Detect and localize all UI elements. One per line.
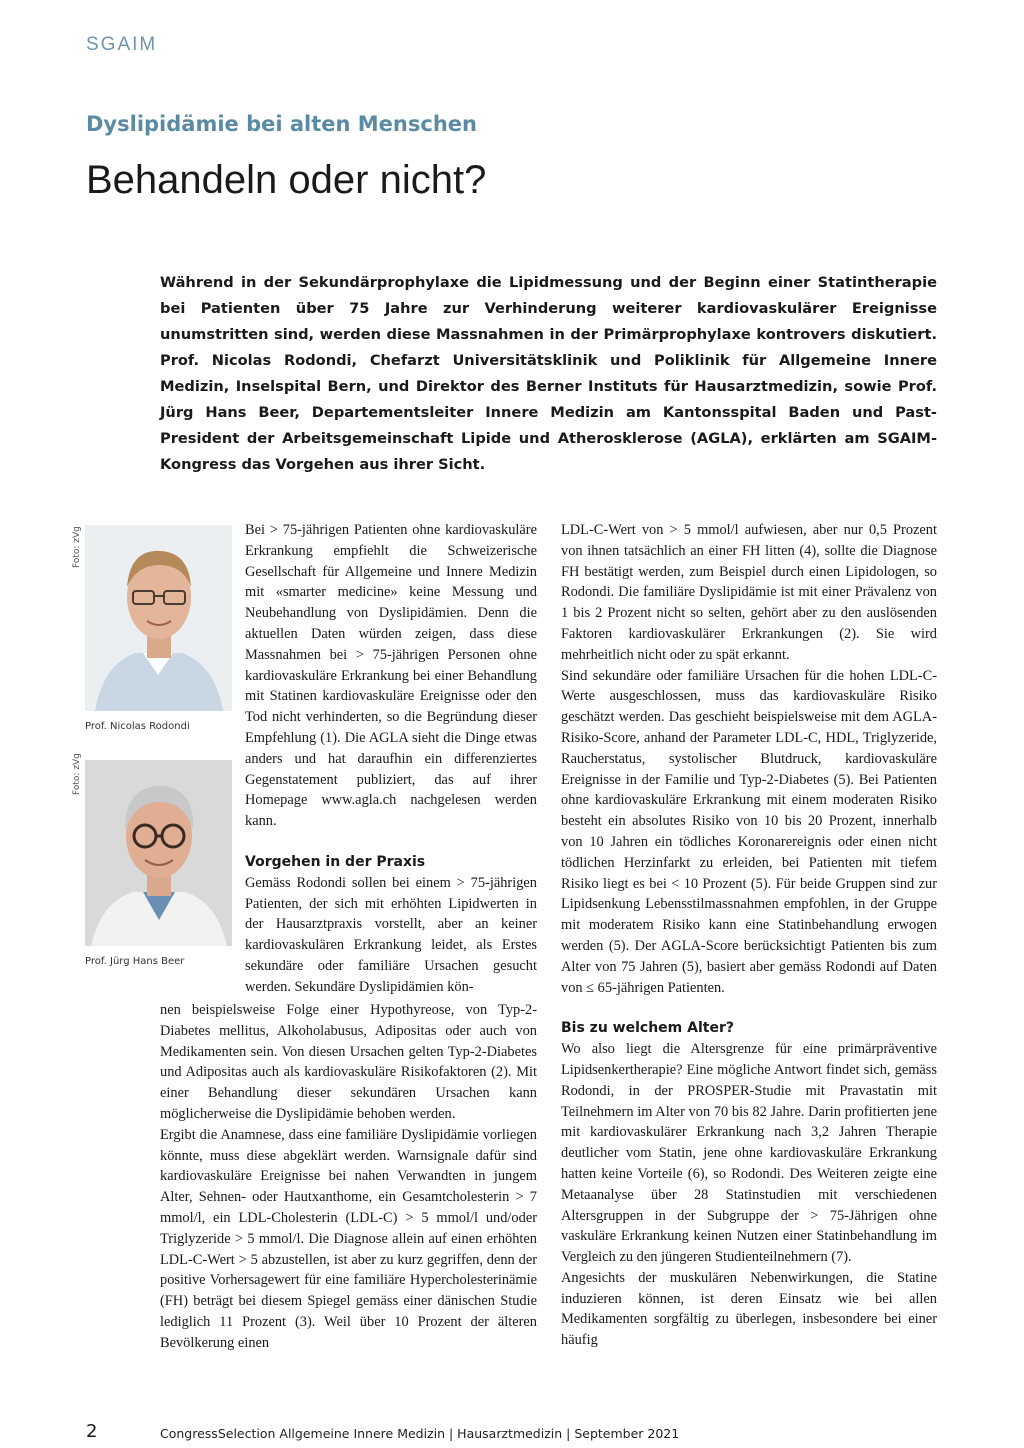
photo-caption: Prof. Nicolas Rodondi	[85, 721, 190, 732]
body-paragraph: Angesichts der muskulären Nebenwirkungen, die Statine induzieren können, ist deren Einsatz wie bei allen Medikamenten sorgfältig zu überlegen, insbesondere bei einer häufig	[561, 1269, 937, 1349]
photo-credit: Foto: zVg	[72, 753, 82, 795]
body-paragraph: LDL-C-Wert von > 5 mmol/l aufwiesen, aber nur 0,5 Prozent von ihnen tatsächlich an einer FH litten (4), sollte die Diagnose FH bestätigt werden, zum Beispiel durch einen Lipidologen, so Rodondi. Die familiäre Dyslipidämie ist mit einer Prävalenz von 1 bis 2 Prozent nicht so selten, gehört aber zu den auslösenden Faktoren kardiovaskulärer Erkrankungen (2). Sie wird mehrheitlich nicht oder zu spät erkannt.	[561, 522, 937, 663]
article-column-1-bottom	[160, 1000, 537, 1354]
article-column-2	[561, 520, 937, 1351]
body-paragraph: Bei > 75-jährigen Patienten ohne kardiovaskuläre Erkrankung empfiehlt die Schweizerische Gesellschaft für Allgemeine und Innere Medizin mit «smarter medicine» keine Messung und Neubehandlung von Dyslipidämien. Denn die aktuellen Daten würden zeigen, dass diese Massnahmen bei > 75-jährigen Personen ohne kardiovaskuläre Erkrankung bei einer Behandlung mit Statinen kardiovaskuläre Ereignisse oder den Tod nicht verhinderten, so die Begründung dieser Empfehlung (1). Die AGLA sieht die Dinge etwas anders und hat daraufhin ein differenziertes Gegenstatement publiziert, das auf ihrer Homepage www.agla.ch nachgelesen werden kann.	[245, 522, 537, 830]
section-heading: Vorgehen in der Praxis	[245, 853, 426, 870]
page-number: 2	[86, 1421, 98, 1442]
footer-text: CongressSelection Allgemeine Innere Medizin | Hausarztmedizin | September 2021	[160, 1426, 680, 1441]
article-kicker: Dyslipidämie bei alten Menschen	[86, 112, 477, 136]
section-label: SGAIM	[86, 34, 158, 55]
section-heading: Bis zu welchem Alter?	[561, 1020, 734, 1037]
article-column-1-top	[245, 520, 537, 998]
photo-credit: Foto: zVg	[72, 526, 82, 568]
portrait-photo-rodondi	[85, 525, 232, 711]
article-lead: Während in der Sekundärprophylaxe die Lipidmessung und der Beginn einer Statintherapie bei Patienten über 75 Jahre zur Verhinderung weiterer kardiovaskulärer Ereignisse unumstritten sind, werden diese Massnahmen in der Primärprophylaxe kontrovers diskutiert. Prof. Nicolas Rodondi, Chefarzt Universitätsklinik und Poliklinik für Allgemeine Innere Medizin, Inselspital Bern, und Direktor des Berner Instituts für Hausarztmedizin, sowie Prof. Jürg Hans Beer, Departementsleiter Innere Medizin am Kantonsspital Baden und Past-President der Arbeitsgemeinschaft Lipide und Atherosklerose (AGLA), erklärten am SGAIM-Kongress das Vorgehen aus ihrer Sicht.	[160, 274, 937, 473]
body-paragraph: Wo also liegt die Altersgrenze für eine primärpräventive Lipidsenkertherapie? Eine mögliche Antwort findet sich, gemäss Rodondi, in der PROSPER-Studie mit Pravastatin mit Teilnehmern im Alter von 70 bis 82 Jahre. Darin profitierten jene mit kardiovaskulärer Erkrankung nach 3,2 Jahren Therapie deutlicher vom Statin, jene ohne kardiovaskuläre Erkrankung hatten keine Vorteile (6), so Rodondi. Des Weiteren zeigte eine Metaanalyse über 28 Statinstudien mit verschiedenen Altersgruppen in der Subgruppe der > 75-Jährigen ohne vaskuläre Erkrankung keinen Nutzen einer Statinbehandlung im Vergleich zu den jüngeren Studienteilnehmern (7).	[561, 1041, 937, 1266]
page-title: Behandeln oder nicht?	[86, 158, 487, 202]
photo-caption: Prof. Jürg Hans Beer	[85, 956, 185, 967]
body-paragraph: nen beispielsweise Folge einer Hypothyreose, von Typ-2-Diabetes mellitus, Alkoholabusus, Adipositas oder auch von Medikamenten sein. Von diesen Ursachen gelten Typ-2-Diabetes und Adipositas auch als kardiovaskuläre Risikofaktoren (2). Mit einer Behandlung dieser sekundären Ursachen kann möglicherweise die Dyslipidämie behoben werden.	[160, 1002, 537, 1122]
portrait-photo-beer	[85, 760, 232, 946]
body-paragraph: Sind sekundäre oder familiäre Ursachen für die hohen LDL-C-Werte ausgeschlossen, muss das kardiovaskuläre Risiko geschätzt werden. Das geschieht beispielsweise mit dem AGLA-Risiko-Score, anhand der Parameter LDL-C, HDL, Triglyzeride, Raucherstatus, systolischer Blutdruck, kardiovaskuläre Ereignisse in der Familie und Typ-2-Diabetes (5). Bei Patienten ohne kardiovaskuläre Erkrankung mit einem moderaten Risiko besteht ein absolutes Risiko von 10 bis 20 Prozent, innerhalb von 10 Jahren ein tödliches Koronarereignis oder einen nicht tödlichen Herzinfarkt zu erleiden, bei Patienten mit tiefem Risiko liegt es bei < 10 Prozent (5). Für beide Gruppen sind zur Lipidsenkung Lebensstilmassnahmen empfohlen, in der Gruppe mit moderatem Risiko kann eine Statinbehandlung erwogen werden (5). Der AGLA-Score berücksichtigt Patienten bis zum Alter von 75 Jahren (5), basiert aber gemäss Rodondi auf Daten von ≤ 65-jährigen Patienten.	[561, 667, 937, 996]
body-paragraph: Ergibt die Anamnese, dass eine familiäre Dyslipidämie vorliegen könnte, muss diese abgeklärt werden. Warnsignale dafür sind kardiovaskuläre Ereignisse bei nahen Verwandten in jungem Alter, Sehnen- oder Hautxanthome, ein Gesamtcholesterin > 7 mmol/l, ein LDL-Cholesterin (LDL-C) > 5 mmol/l und/oder Triglyzeride > 5 mmol/l. Die Diagnose allein auf einen erhöhten LDL-C-Wert > 5 abzustellen, ist aber zu kurz gegriffen, denn der positive Vorhersagewert für eine familiäre Hypercholesterinämie (FH) beträgt bei diesem Spiegel gemäss einer dänischen Studie lediglich 11 Prozent (3). Weil über 10 Prozent der älteren Bevölkerung einen	[160, 1126, 537, 1351]
body-paragraph: Gemäss Rodondi sollen bei einem > 75-jährigen Patienten, der sich mit erhöhten Lipidwerten in der Hausarztpraxis vorstellt, aber an keiner kardiovaskulären Erkrankung leidet, als Erstes sekundäre oder familiäre Ursachen gesucht werden. Sekundäre Dyslipidämien kön-	[245, 874, 537, 995]
